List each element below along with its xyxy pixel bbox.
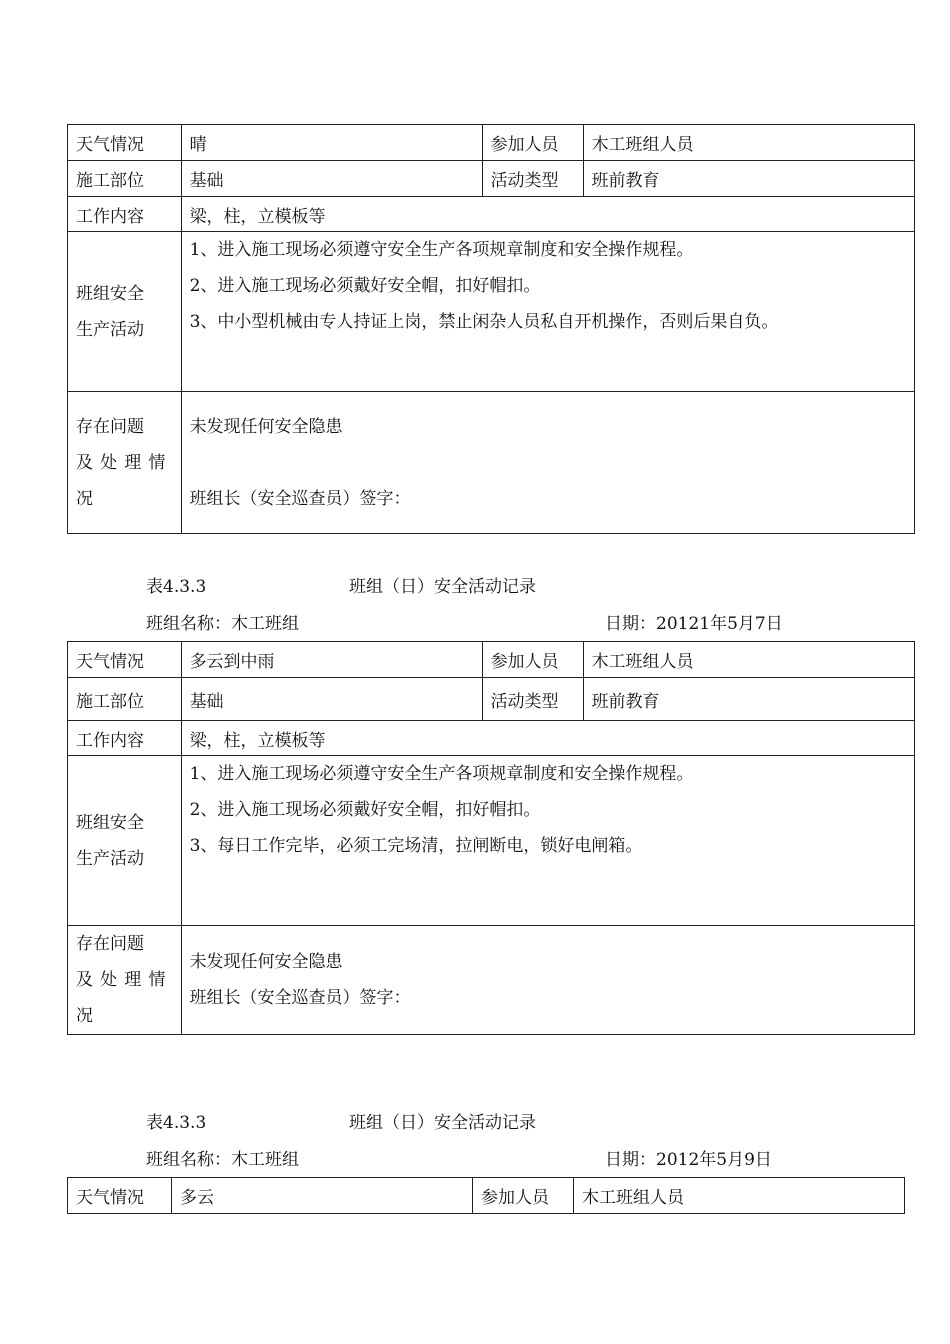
weather-label: 天气情况 [68,642,182,678]
weather-value: 晴 [181,125,482,161]
issue-value: 未发现任何安全隐患 [189,416,343,437]
safety-record-table-3 [67,1177,905,1214]
safety-activity-items [181,756,914,926]
participants-value: 木工班组人员 [583,125,914,161]
record-title: 班组（日）安全活动记录 [349,577,536,597]
weather-label: 天气情况 [68,1178,172,1214]
issue-value: 未发现任何安全隐患 [189,952,343,972]
work-label: 工作内容 [68,197,182,232]
issue-cell [181,926,914,1035]
issue-label-line: 及处理情 [76,970,173,990]
table-number: 表4.3.3 [146,1113,207,1133]
weather-label: 天气情况 [68,125,182,161]
issue-label [68,926,182,1035]
safety-activity-label [68,232,182,392]
issue-label-line: 况 [76,1006,93,1026]
signature-line: 班组长（安全巡查员）签字： [189,488,411,509]
safety-item: 1、进入施工现场必须遵守安全生产各项规章制度和安全操作规程。 [189,764,694,784]
safety-item: 3、每日工作完毕，必须工完场清，拉闸断电，锁好电闸箱。 [189,836,643,856]
issue-label-line: 存在问题 [76,934,144,954]
safety-record-table-1 [67,124,915,534]
record-date: 日期：2012年5月9日 [605,1150,772,1170]
issue-label-line: 存在问题 [76,416,144,437]
safety-label-line: 班组安全 [76,283,144,304]
safety-label-line: 生产活动 [76,319,144,340]
safety-item: 3、中小型机械由专人持证上岗，禁止闲杂人员私自开机操作，否则后果自负。 [189,312,779,332]
work-value: 梁，柱，立模板等 [181,197,914,232]
participants-label: 参加人员 [473,1178,574,1214]
participants-value: 木工班组人员 [574,1178,905,1214]
signature-line: 班组长（安全巡查员）签字： [189,988,411,1008]
weather-value: 多云 [172,1178,473,1214]
issue-label-line: 及处理情 [76,452,173,473]
safety-record-table-2 [67,641,915,1035]
location-label: 施工部位 [68,161,182,197]
work-label: 工作内容 [68,721,182,756]
safety-label-line: 生产活动 [76,848,144,869]
participants-label: 参加人员 [482,642,583,678]
participants-value: 木工班组人员 [583,642,914,678]
weather-value: 多云到中雨 [181,642,482,678]
safety-activity-items [181,232,914,392]
issue-label-line: 况 [76,488,93,509]
location-label: 施工部位 [68,678,182,721]
activity-type-label: 活动类型 [482,161,583,197]
safety-item: 2、进入施工现场必须戴好安全帽，扣好帽扣。 [189,276,541,296]
team-name: 班组名称：木工班组 [146,1150,299,1170]
safety-item: 2、进入施工现场必须戴好安全帽，扣好帽扣。 [189,800,541,820]
issue-label [68,392,182,534]
location-value: 基础 [181,161,482,197]
activity-type-label: 活动类型 [482,678,583,721]
safety-item: 1、进入施工现场必须遵守安全生产各项规章制度和安全操作规程。 [189,240,694,260]
record-date: 日期：20121年5月7日 [605,614,783,634]
table-number: 表4.3.3 [146,577,207,597]
activity-type-value: 班前教育 [583,678,914,721]
safety-label-line: 班组安全 [76,812,144,833]
work-value: 梁，柱，立模板等 [181,721,914,756]
record-title: 班组（日）安全活动记录 [349,1113,536,1133]
issue-cell [181,392,914,534]
activity-type-value: 班前教育 [583,161,914,197]
participants-label: 参加人员 [482,125,583,161]
safety-activity-label [68,756,182,926]
location-value: 基础 [181,678,482,721]
team-name: 班组名称：木工班组 [146,614,299,634]
